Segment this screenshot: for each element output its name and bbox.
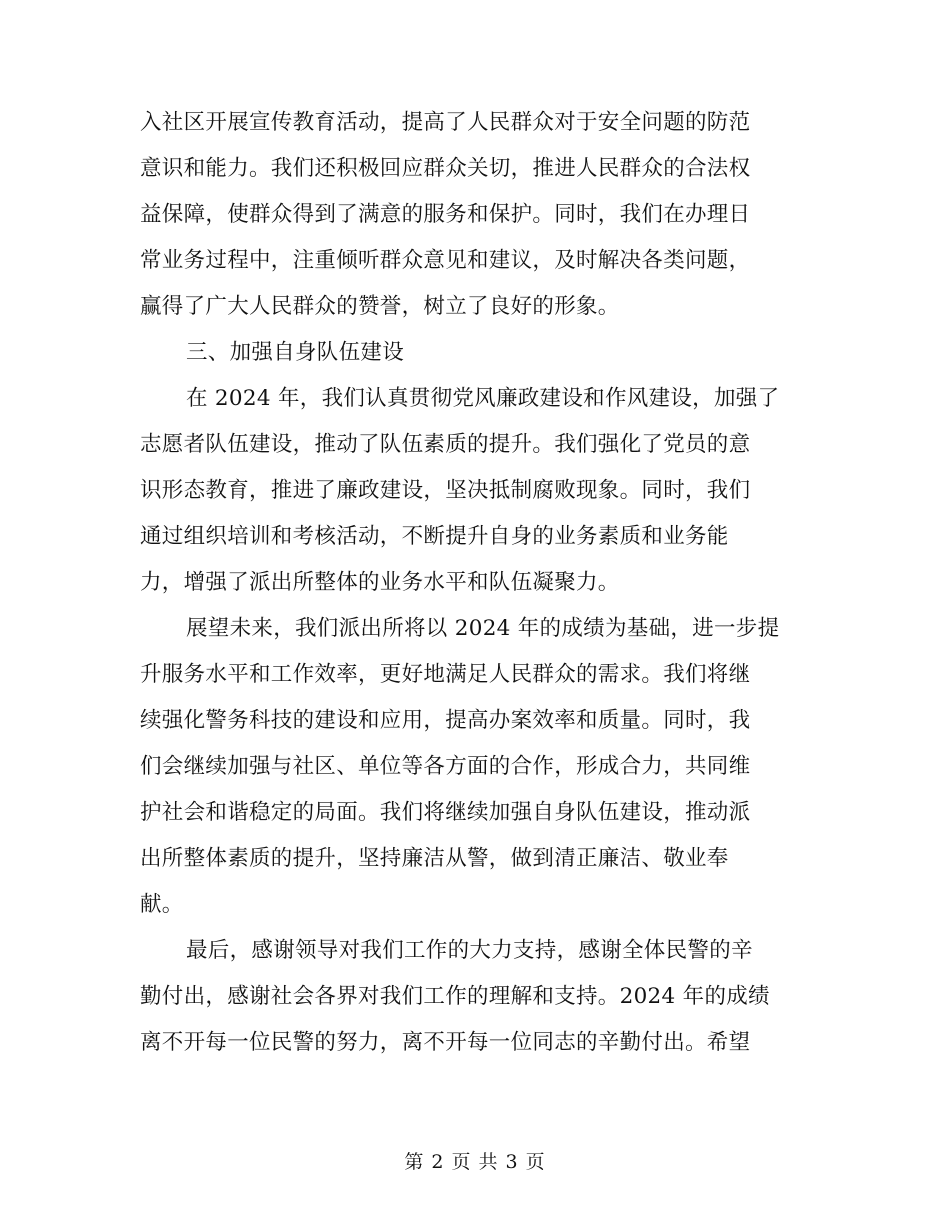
- page-number: 第 2 页 共 3 页: [404, 1151, 546, 1173]
- text-line: 勤付出，感谢社会各界对我们工作的理解和支持。2024 年的成绩: [140, 984, 770, 1009]
- text-line: 展望未来，我们派出所将以 2024 年的成绩为基础，进一步提: [186, 616, 780, 641]
- text-line: 益保障，使群众得到了满意的服务和保护。同时，我们在办理日: [140, 202, 751, 227]
- text-line: 续强化警务科技的建设和应用，提高办案效率和质量。同时，我: [140, 708, 751, 733]
- section-heading: 三、加强自身队伍建设: [186, 340, 405, 365]
- text-line: 在 2024 年，我们认真贯彻党风廉政建设和作风建设，加强了: [186, 386, 780, 411]
- text-line: 最后，感谢领导对我们工作的大力支持，感谢全体民警的辛: [186, 938, 753, 963]
- text-line: 升服务水平和工作效率，更好地满足人民群众的需求。我们将继: [140, 662, 751, 687]
- text-line: 力，增强了派出所整体的业务水平和队伍凝聚力。: [140, 570, 620, 595]
- body-text: [140, 100, 820, 1066]
- text-line: 志愿者队伍建设，推动了队伍素质的提升。我们强化了党员的意: [140, 432, 751, 457]
- text-line: 常业务过程中，注重倾听群众意见和建议，及时解决各类问题，: [140, 248, 751, 273]
- text-line: 识形态教育，推进了廉政建设，坚决抵制腐败现象。同时，我们: [140, 478, 751, 503]
- text-line: 赢得了广大人民群众的赞誉，树立了良好的形象。: [140, 294, 620, 319]
- text-line: 通过组织培训和考核活动，不断提升自身的业务素质和业务能: [140, 524, 729, 549]
- text-line: 离不开每一位民警的努力，离不开每一位同志的辛勤付出。希望: [140, 1030, 751, 1055]
- text-line: 护社会和谐稳定的局面。我们将继续加强自身队伍建设，推动派: [140, 800, 751, 825]
- text-line: 入社区开展宣传教育活动，提高了人民群众对于安全问题的防范: [140, 110, 751, 135]
- text-line: 意识和能力。我们还积极回应群众关切，推进人民群众的合法权: [140, 156, 751, 181]
- text-line: 献。: [140, 892, 184, 917]
- text-line: 出所整体素质的提升，坚持廉洁从警，做到清正廉洁、敬业奉: [140, 846, 729, 871]
- text-line: 们会继续加强与社区、单位等各方面的合作，形成合力，共同维: [140, 754, 751, 779]
